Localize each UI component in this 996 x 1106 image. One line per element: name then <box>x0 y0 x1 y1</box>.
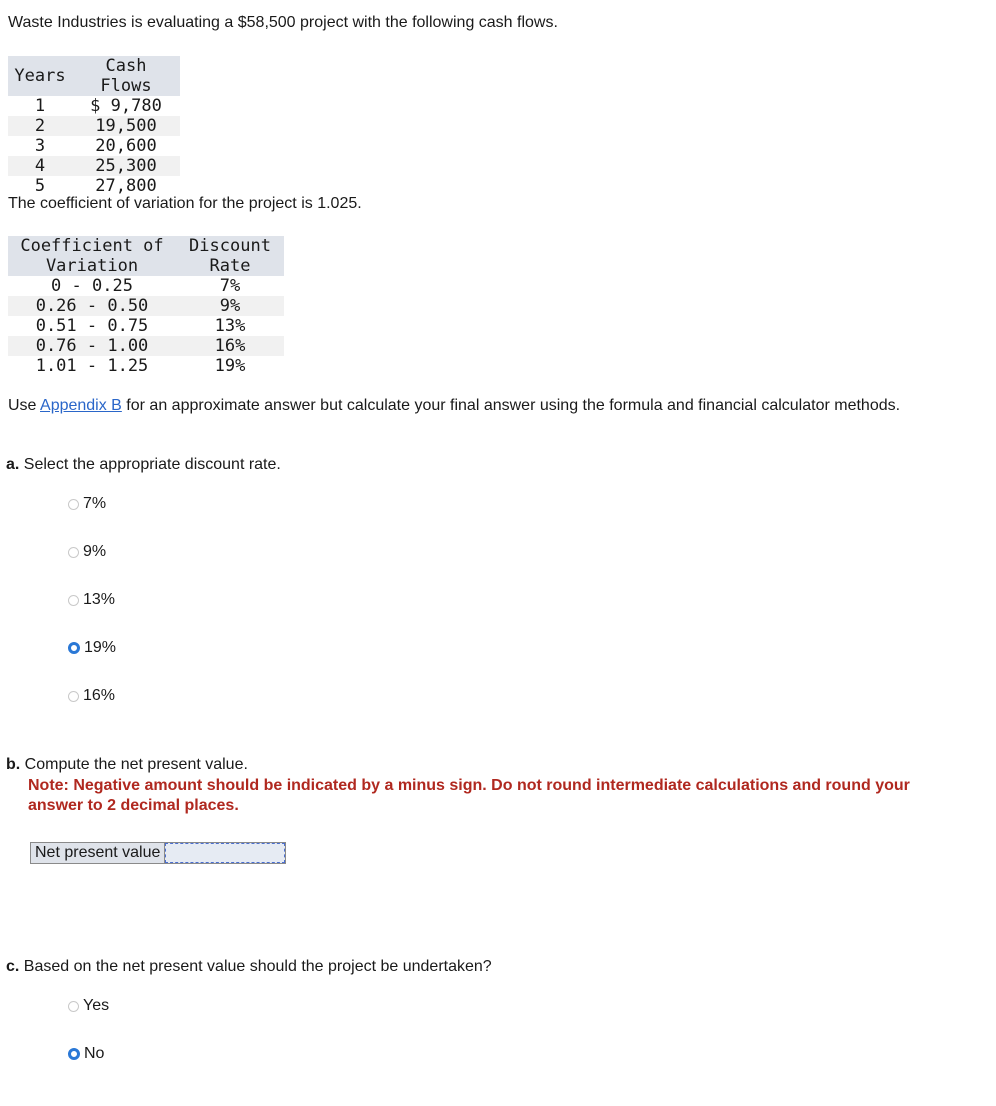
column-header-rate-line2: Rate <box>176 256 284 276</box>
option-no[interactable] <box>68 1045 104 1063</box>
table-row <box>8 316 284 336</box>
option-label: Yes <box>83 997 110 1014</box>
cash-flow-cell: 27,800 <box>95 176 157 196</box>
option-label: 16% <box>83 687 116 704</box>
table-row <box>8 116 180 136</box>
npv-input[interactable] <box>165 843 285 863</box>
table-row <box>8 176 180 196</box>
npv-label: Net present value <box>31 843 165 863</box>
question-b-prefix: b. <box>6 756 21 773</box>
option-7-percent[interactable] <box>68 495 106 513</box>
question-b-text: Compute the net present value. <box>24 756 248 773</box>
rounding-note: Note: Negative amount should be indicated by a minus sign. Do not round intermediate calculations and round your answer to 2 decimal places. <box>28 777 910 814</box>
table-row <box>8 96 180 116</box>
cv-range-cell: 0.76 - 1.00 <box>8 336 176 356</box>
cv-range-cell: 1.01 - 1.25 <box>35 356 149 376</box>
column-header-years: Years <box>8 56 72 96</box>
rate-cell: 9% <box>176 296 284 316</box>
question-c-text: Based on the net present value should the project be undertaken? <box>23 958 492 975</box>
question-a-prefix: a. <box>6 456 20 473</box>
year-cell: 4 <box>8 156 72 176</box>
discount-rate-table <box>8 236 284 376</box>
option-19-percent[interactable] <box>68 639 116 657</box>
cv-range-cell: 0 - 0.25 <box>51 276 133 296</box>
option-yes[interactable] <box>68 997 109 1015</box>
year-cell: 2 <box>8 116 72 136</box>
option-16-percent[interactable] <box>68 687 115 705</box>
question-a-text: Select the appropriate discount rate. <box>23 456 281 473</box>
appendix-text-before: Use <box>8 397 41 414</box>
option-13-percent[interactable] <box>68 591 115 609</box>
question-c <box>6 958 492 976</box>
cv-range-cell: 0.26 - 0.50 <box>8 296 176 316</box>
column-header-cv-line2: Variation <box>8 256 176 276</box>
coefficient-text: The coefficient of variation for the project is 1.025. <box>8 195 362 212</box>
cash-flow-table <box>8 56 180 196</box>
npv-answer-row <box>30 842 286 864</box>
radio-unchecked-icon[interactable] <box>68 547 79 558</box>
table-row <box>8 356 284 376</box>
rate-cell: 19% <box>214 356 246 376</box>
radio-unchecked-icon[interactable] <box>68 595 79 606</box>
year-cell: 5 <box>34 176 46 196</box>
option-9-percent[interactable] <box>68 543 106 561</box>
question-a <box>6 456 281 474</box>
cash-flow-cell: 19,500 <box>72 116 180 136</box>
cash-flow-cell: $ 9,780 <box>90 96 162 116</box>
rate-cell: 13% <box>214 316 246 336</box>
question-c-prefix: c. <box>6 958 20 975</box>
rate-cell: 16% <box>176 336 284 356</box>
year-cell: 1 <box>34 96 46 116</box>
year-cell: 3 <box>34 136 46 156</box>
column-header-rate-line1: Discount <box>176 236 284 256</box>
radio-unchecked-icon[interactable] <box>68 499 79 510</box>
cash-flow-cell: 25,300 <box>72 156 180 176</box>
table-row <box>8 336 284 356</box>
radio-unchecked-icon[interactable] <box>68 1001 79 1012</box>
option-label: No <box>84 1045 105 1062</box>
option-label: 9% <box>83 543 107 560</box>
appendix-b-link[interactable]: Appendix B <box>40 397 122 414</box>
table-row <box>8 156 180 176</box>
option-label: 7% <box>83 495 107 512</box>
table-row <box>8 136 180 156</box>
radio-checked-icon[interactable] <box>68 642 80 654</box>
question-b <box>6 756 248 774</box>
radio-checked-icon[interactable] <box>68 1048 80 1060</box>
rate-cell: 7% <box>219 276 241 296</box>
table-row <box>8 276 284 296</box>
column-header-cash-flows: Cash Flows <box>72 56 180 96</box>
appendix-instructions <box>8 396 968 416</box>
option-label: 13% <box>83 591 116 608</box>
option-label: 19% <box>84 639 117 656</box>
cash-flow-cell: 20,600 <box>95 136 157 156</box>
column-header-cv-line1: Coefficient of <box>8 236 176 256</box>
radio-unchecked-icon[interactable] <box>68 691 79 702</box>
appendix-text-after: for an approximate answer but calculate your final answer using the formula and financial calculator methods. <box>121 397 901 414</box>
table-row <box>8 296 284 316</box>
intro-text: Waste Industries is evaluating a $58,500 project with the following cash flows. <box>8 14 558 31</box>
cv-range-cell: 0.51 - 0.75 <box>35 316 149 336</box>
